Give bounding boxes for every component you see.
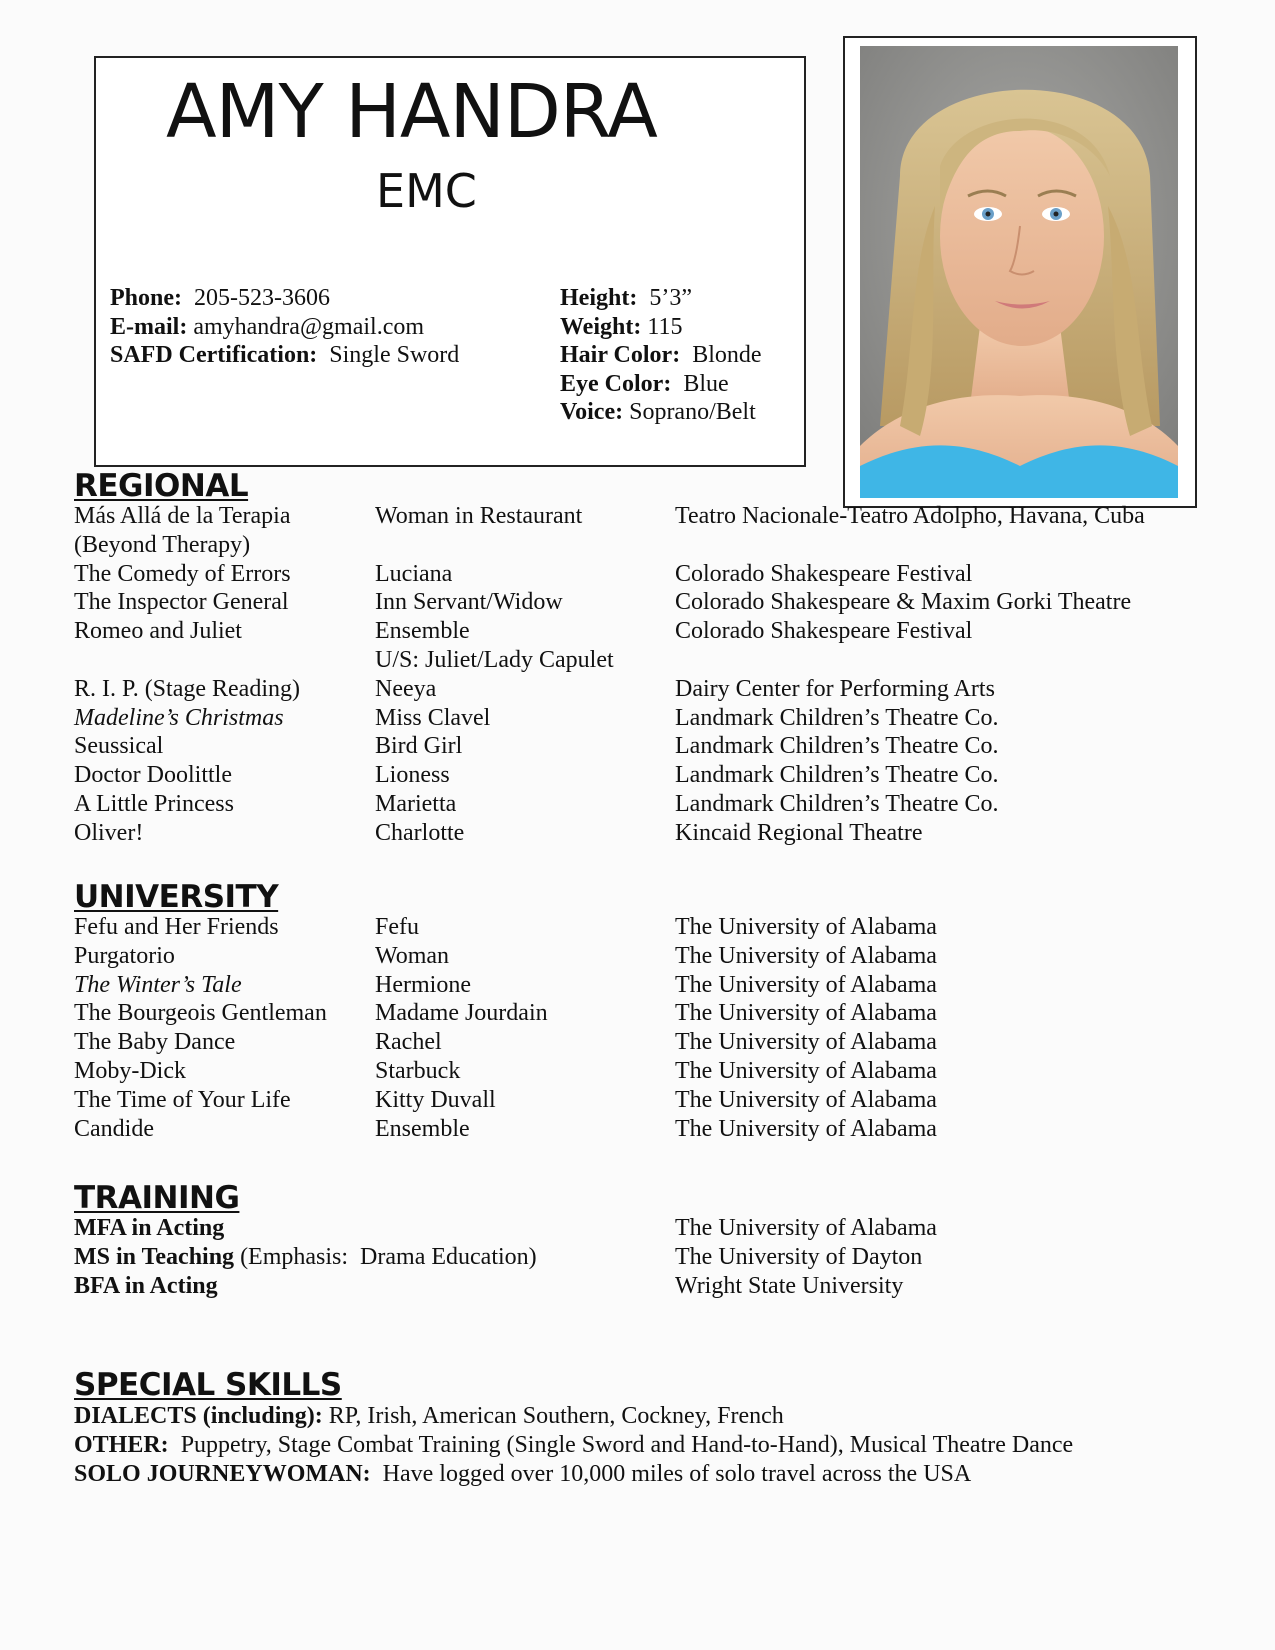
training-heading: TRAINING xyxy=(74,1180,240,1216)
venue: Landmark Children’s Theatre Co. xyxy=(675,762,999,789)
show-title: Purgatorio xyxy=(74,942,175,969)
headshot-illustration xyxy=(860,46,1178,498)
venue: Colorado Shakespeare Festival xyxy=(675,560,973,587)
degree: MS in Teaching xyxy=(74,1243,235,1270)
venue: The University of Alabama xyxy=(675,1115,937,1142)
show-title: Doctor Doolittle xyxy=(74,762,232,789)
regional-credits xyxy=(74,503,1204,849)
safd-line xyxy=(110,341,459,370)
credit-row xyxy=(74,561,1204,590)
eye-value: Blue xyxy=(683,370,729,397)
skill-row xyxy=(74,1431,1073,1460)
role: Madame Jourdain xyxy=(375,1000,548,1027)
show-title: Más Allá de la Terapia xyxy=(74,503,291,529)
hair-label: Hair Color: xyxy=(560,342,681,369)
venue: Teatro Nacionale-Teatro Adolpho, Havana, Cuba xyxy=(675,503,1145,529)
union-status: EMC xyxy=(376,164,477,218)
role: Rachel xyxy=(375,1029,442,1056)
role: Bird Girl xyxy=(375,733,463,760)
credit-row xyxy=(74,791,1204,820)
phone-label: Phone: xyxy=(110,285,182,311)
skill-row xyxy=(74,1460,1073,1489)
credit-row xyxy=(74,943,1204,972)
height-line xyxy=(560,284,762,313)
email-label: E-mail: xyxy=(110,313,188,340)
venue: The University of Alabama xyxy=(675,1057,937,1084)
school: The University of Dayton xyxy=(675,1243,923,1270)
degree: BFA in Acting xyxy=(74,1272,218,1299)
skill-label: OTHER: xyxy=(74,1431,169,1458)
credit-row xyxy=(74,733,1204,762)
show-title: Moby-Dick xyxy=(74,1057,186,1084)
role: Woman xyxy=(375,942,450,969)
credit-row xyxy=(74,1029,1204,1058)
role: Charlotte xyxy=(375,819,465,846)
hair-value: Blonde xyxy=(692,342,762,369)
credit-row xyxy=(74,762,1204,791)
skill-value: RP, Irish, American Southern, Cockney, French xyxy=(322,1403,784,1429)
role: Woman in Restaurant xyxy=(375,503,583,529)
credit-row xyxy=(74,1116,1204,1145)
venue: Colorado Shakespeare Festival xyxy=(675,618,973,645)
credit-row xyxy=(74,503,1204,532)
show-title: Candide xyxy=(74,1115,154,1142)
role: Inn Servant/Widow xyxy=(375,589,563,616)
weight-line xyxy=(560,313,762,342)
role: U/S: Juliet/Lady Capulet xyxy=(375,646,614,673)
credit-row xyxy=(74,618,1204,647)
role: Marietta xyxy=(375,790,457,817)
role: Lioness xyxy=(375,762,450,789)
headshot-photo xyxy=(860,46,1178,498)
voice-value: Soprano/Belt xyxy=(629,399,756,426)
show-title: Madeline’s Christmas xyxy=(74,704,284,731)
height-label: Height: xyxy=(560,285,638,311)
university-credits xyxy=(74,914,1204,1144)
training-list xyxy=(74,1215,1204,1301)
degree-line xyxy=(74,1215,224,1242)
credit-row xyxy=(74,1058,1204,1087)
venue: Kincaid Regional Theatre xyxy=(675,819,923,846)
show-title: The Bourgeois Gentleman xyxy=(74,1000,327,1027)
credit-row xyxy=(74,820,1204,849)
venue: The University of Alabama xyxy=(675,1029,937,1056)
safd-value: Single Sword xyxy=(329,342,460,369)
venue: Colorado Shakespeare & Maxim Gorki Theatre xyxy=(675,589,1132,616)
role: Neeya xyxy=(375,675,437,702)
training-row xyxy=(74,1215,1204,1244)
show-title: The Time of Your Life xyxy=(74,1086,291,1113)
university-heading: UNIVERSITY xyxy=(74,879,279,915)
role: Ensemble xyxy=(375,1115,470,1142)
skill-value: Have logged over 10,000 miles of solo travel across the USA xyxy=(370,1460,972,1487)
venue: Landmark Children’s Theatre Co. xyxy=(675,733,999,760)
height-value: 5’3” xyxy=(649,285,692,311)
header-box xyxy=(94,56,806,467)
hair-line xyxy=(560,341,762,370)
training-row xyxy=(74,1244,1204,1273)
venue: Landmark Children’s Theatre Co. xyxy=(675,790,999,817)
voice-line xyxy=(560,398,762,427)
school: The University of Alabama xyxy=(675,1215,937,1241)
show-title: (Beyond Therapy) xyxy=(74,531,251,558)
phone-value: 205-523-3606 xyxy=(194,285,330,311)
venue: The University of Alabama xyxy=(675,1000,937,1027)
credit-row xyxy=(74,705,1204,734)
email-line xyxy=(110,313,459,342)
phone-line xyxy=(110,284,459,313)
skill-row xyxy=(74,1402,1073,1431)
degree-line xyxy=(74,1244,537,1271)
show-title: The Inspector General xyxy=(74,589,289,616)
venue: Dairy Center for Performing Arts xyxy=(675,675,995,702)
degree: MFA in Acting xyxy=(74,1215,225,1241)
role: Ensemble xyxy=(375,618,470,645)
credit-row xyxy=(74,914,1204,943)
email-value: amyhandra@gmail.com xyxy=(193,313,425,340)
skill-value: Puppetry, Stage Combat Training (Single Sword and Hand-to-Hand), Musical Theatre Dance xyxy=(168,1431,1074,1458)
weight-value: 115 xyxy=(647,313,683,340)
role: Kitty Duvall xyxy=(375,1086,496,1113)
skills-heading: SPECIAL SKILLS xyxy=(74,1367,342,1403)
credit-row xyxy=(74,676,1204,705)
actor-name: AMY HANDRA xyxy=(166,69,657,155)
venue: The University of Alabama xyxy=(675,942,937,969)
show-title: The Comedy of Errors xyxy=(74,560,291,587)
credit-row xyxy=(74,972,1204,1001)
role: Luciana xyxy=(375,560,453,587)
role: Starbuck xyxy=(375,1057,461,1084)
role: Hermione xyxy=(375,971,471,998)
credit-row xyxy=(74,532,1204,561)
show-title: The Baby Dance xyxy=(74,1029,236,1056)
credit-row xyxy=(74,647,1204,676)
credit-row xyxy=(74,589,1204,618)
contact-info xyxy=(110,284,459,370)
regional-heading: REGIONAL xyxy=(74,468,249,504)
physical-stats xyxy=(560,284,762,427)
show-title: Fefu and Her Friends xyxy=(74,914,279,940)
skills-list xyxy=(74,1402,1073,1488)
school: Wright State University xyxy=(675,1272,904,1299)
venue: The University of Alabama xyxy=(675,914,937,940)
show-title: R. I. P. (Stage Reading) xyxy=(74,675,300,702)
degree-note: (Emphasis: Drama Education) xyxy=(234,1243,537,1270)
degree-line xyxy=(74,1273,218,1300)
show-title: Romeo and Juliet xyxy=(74,618,242,645)
venue: The University of Alabama xyxy=(675,971,937,998)
show-title: The Winter’s Tale xyxy=(74,971,242,998)
skill-label: SOLO JOURNEYWOMAN: xyxy=(74,1460,371,1487)
voice-label: Voice: xyxy=(560,399,624,426)
headshot-frame xyxy=(843,36,1197,508)
show-title: Seussical xyxy=(74,733,164,760)
venue: The University of Alabama xyxy=(675,1086,937,1113)
eye-label: Eye Color: xyxy=(560,370,672,397)
skill-label: DIALECTS (including): xyxy=(74,1403,323,1429)
training-row xyxy=(74,1273,1204,1302)
role: Fefu xyxy=(375,914,419,940)
credit-row xyxy=(74,1087,1204,1116)
show-title: Oliver! xyxy=(74,819,144,846)
show-title: A Little Princess xyxy=(74,790,234,817)
eye-line xyxy=(560,370,762,399)
role: Miss Clavel xyxy=(375,704,491,731)
venue: Landmark Children’s Theatre Co. xyxy=(675,704,999,731)
credit-row xyxy=(74,1000,1204,1029)
safd-label: SAFD Certification: xyxy=(110,342,318,369)
weight-label: Weight: xyxy=(560,313,642,340)
